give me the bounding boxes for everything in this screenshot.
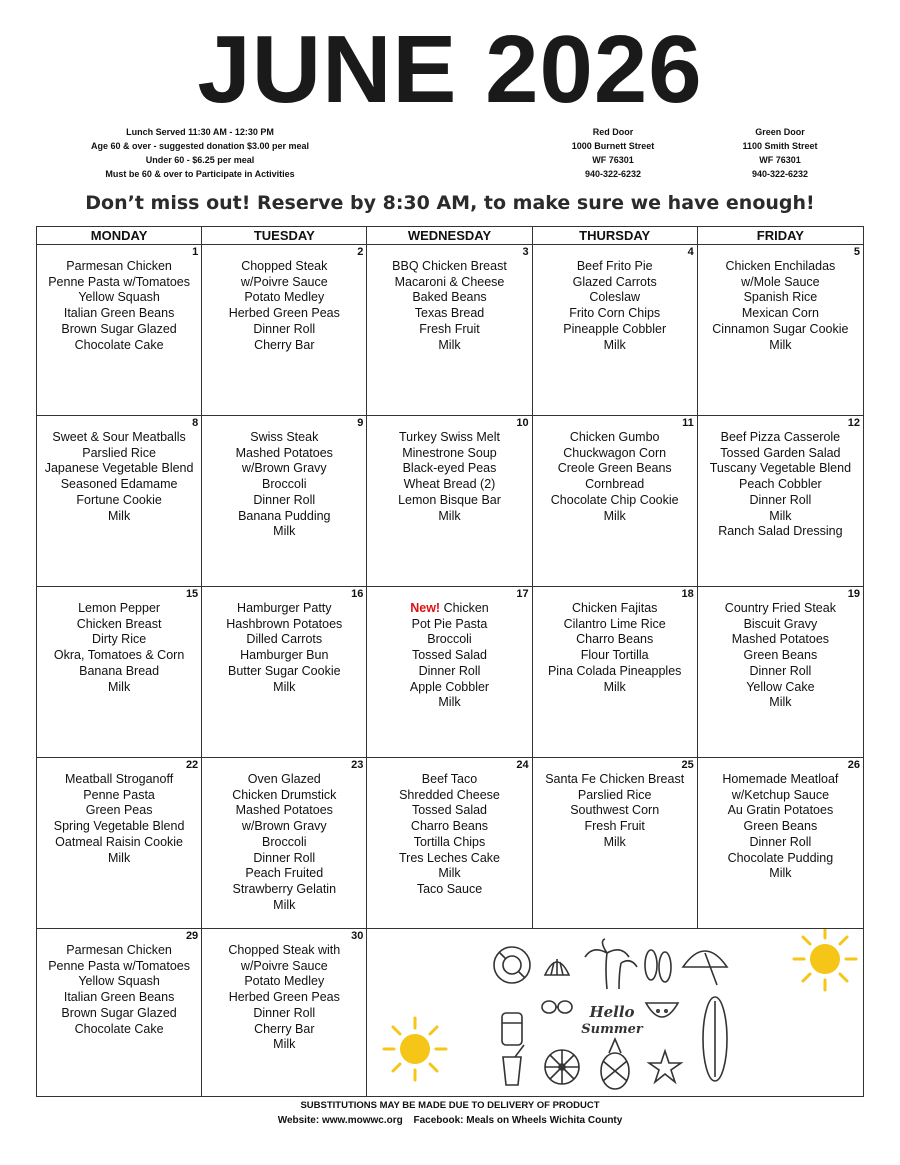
day-number: 11 (682, 417, 694, 429)
menu-item: w/Brown Gravy (241, 819, 327, 834)
contact-footer (0, 1115, 900, 1126)
hello-summer-lettering: Summer (581, 1022, 644, 1037)
red-door-street: 1000 Burnett Street (571, 141, 655, 151)
menu-item: Parmesan Chicken (66, 943, 172, 957)
menu-item: Chocolate Cake (74, 1021, 164, 1036)
menu-item: Fresh Fruit (419, 321, 480, 336)
menu-item: Broccoli (262, 834, 307, 849)
menu-items (367, 430, 531, 524)
menu-item: Shredded Cheese (399, 787, 500, 802)
menu-item: Chocolate Chip Cookie (550, 492, 679, 507)
menu-item: Milk (438, 337, 461, 352)
menu-item: Milk (107, 850, 131, 865)
menu-item: Mexican Corn (741, 306, 819, 321)
menu-item: Herbed Green Peas (228, 306, 340, 321)
menu-item: Penne Pasta (83, 787, 155, 802)
menu-item: Ranch Salad Dressing (718, 524, 843, 539)
day-number: 25 (681, 759, 694, 771)
menu-item: Yellow Cake (746, 679, 815, 694)
day-cell (202, 245, 367, 416)
menu-item: w/Poivre Sauce (240, 274, 328, 289)
menu-item: Milk (769, 695, 792, 710)
green-door-phone: 940-322-6232 (751, 169, 809, 179)
life-ring-icon (494, 947, 530, 983)
day-cell (367, 758, 532, 929)
menu-item: Green Beans (743, 648, 818, 663)
facebook-link[interactable]: Facebook: Meals on Wheels Wichita County (413, 1115, 623, 1126)
menu-item: Chicken Gumbo (569, 430, 660, 444)
menu-item: Milk (273, 524, 296, 539)
menu-item: Tossed Garden Salad (720, 445, 841, 460)
day-cell (698, 587, 863, 758)
day-number: 5 (853, 246, 860, 258)
menu-item: Broccoli (427, 632, 472, 647)
menu-item: Minestrone Soup (402, 445, 497, 460)
menu-item: Strawberry Gelatin (232, 881, 337, 896)
day-cell (698, 416, 863, 587)
menu-item: Milk (438, 866, 461, 881)
menu-item: Brown Sugar Glazed (61, 321, 177, 336)
menu-items (37, 943, 201, 1037)
menu-item: Tossed Salad (411, 803, 488, 818)
menu-items (37, 772, 201, 866)
day-cell (202, 758, 367, 929)
new-badge: New! (410, 601, 441, 615)
menu-item: Dinner Roll (253, 321, 316, 336)
sunglasses-icon (542, 1001, 572, 1013)
menu-item: Butter Sugar Cookie (228, 663, 341, 678)
day-number: 2 (357, 246, 364, 258)
menu-item: BBQ Chicken Breast (392, 259, 507, 273)
green-door-street: 1100 Smith Street (742, 141, 818, 151)
starfish-icon (649, 1051, 681, 1082)
menu-item: Dinner Roll (749, 834, 812, 849)
weekday-header: THURSDAY (533, 227, 698, 245)
menu-item: Homemade Meatloaf (722, 772, 839, 786)
reserve-tagline: Don’t miss out! Reserve by 8:30 AM, to make sure we have enough! (85, 192, 815, 214)
menu-item: Swiss Steak (250, 430, 319, 444)
menu-items (533, 772, 697, 851)
menu-items (533, 430, 697, 524)
weekday-header: TUESDAY (202, 227, 367, 245)
day-cell (367, 587, 532, 758)
website-link[interactable]: Website: www.mowwc.org (277, 1115, 403, 1126)
price-under-60: Under 60 - $6.25 per meal (145, 155, 255, 165)
day-cell (37, 587, 202, 758)
menu-item: Milk (273, 679, 296, 694)
weekday-header: FRIDAY (698, 227, 863, 245)
day-cell (367, 245, 532, 416)
menu-item: w/Mole Sauce (741, 274, 820, 289)
menu-item: Green Beans (743, 819, 818, 834)
menu-item: Cornbread (585, 477, 645, 492)
menu-item: Chocolate Cake (74, 337, 164, 352)
day-number: 9 (357, 417, 364, 429)
menu-item: Biscuit Gravy (743, 616, 818, 631)
menu-items (698, 601, 863, 711)
menu-item: Milk (603, 834, 626, 849)
menu-item: Dinner Roll (253, 1005, 316, 1020)
menu-item: Glazed Carrots (572, 274, 657, 289)
menu-item: Dinner Roll (749, 492, 812, 507)
menu-item: Wheat Bread (2) (403, 477, 496, 492)
day-cell (37, 245, 202, 416)
menu-item: Spanish Rice (743, 290, 818, 305)
day-cell (202, 587, 367, 758)
menu-item: Hashbrown Potatoes (226, 616, 343, 631)
menu-item: Oven Glazed (247, 772, 321, 786)
day-cell (533, 416, 698, 587)
menu-item: Chicken Breast (76, 616, 162, 631)
donation-60-over: Age 60 & over - suggested donation $3.00 per meal (90, 141, 310, 151)
menu-item: Peach Cobbler (739, 477, 822, 492)
summer-illustration (367, 929, 863, 1096)
menu-item: w/Ketchup Sauce (731, 787, 830, 802)
menu-item: Taco Sauce (416, 881, 483, 896)
lunch-info (70, 125, 330, 181)
menu-items (37, 601, 201, 695)
menu-item: Chocolate Pudding (727, 850, 834, 865)
menu-item: Hamburger Patty (237, 601, 332, 615)
menu-item: Dinner Roll (418, 663, 481, 678)
menu-item: Charro Beans (576, 632, 654, 647)
menu-item: Sweet & Sour Meatballs (52, 430, 186, 444)
menu-item: Flour Tortilla (580, 648, 649, 663)
menu-item: Brown Sugar Glazed (61, 1005, 177, 1020)
menu-item: Cherry Bar (254, 337, 315, 352)
red-door-phone: 940-322-6232 (584, 169, 642, 179)
menu-item: Parmesan Chicken (66, 259, 172, 273)
watermelon-icon (646, 1003, 678, 1017)
menu-item: Apple Cobbler (409, 679, 490, 694)
red-door-city: WF 76301 (592, 155, 634, 165)
menu-item: Beef Taco (421, 772, 478, 786)
menu-item: Potato Medley (244, 974, 325, 989)
menu-item: Milk (438, 695, 461, 710)
day-cell (698, 245, 863, 416)
day-number: 26 (847, 759, 860, 771)
menu-item: Creole Green Beans (557, 461, 672, 476)
menu-items (37, 430, 201, 524)
pineapple-icon (601, 1039, 629, 1089)
menu-item: Cherry Bar (254, 1021, 315, 1036)
menu-item: Dilled Carrots (246, 632, 323, 647)
red-door-name: Red Door (592, 127, 634, 137)
day-number: 4 (687, 246, 694, 258)
menu-item: Meatball Stroganoff (65, 772, 174, 786)
substitutions-note: SUBSTITUTIONS MAY BE MADE DUE TO DELIVERY OF PRODUCT (300, 1100, 600, 1111)
menu-item: Fortune Cookie (76, 492, 162, 507)
towel-icon (502, 1013, 522, 1045)
citrus-slice-icon (545, 1050, 579, 1084)
day-cell (37, 416, 202, 587)
hello-summer-lettering: Hello (589, 1003, 635, 1021)
menu-items (698, 430, 863, 540)
day-number: 3 (522, 246, 529, 258)
day-number: 30 (351, 930, 364, 942)
flip-flops-icon (645, 950, 671, 982)
day-cell (533, 587, 698, 758)
menu-item: Italian Green Beans (63, 990, 175, 1005)
menu-item: Penne Pasta w/Tomatoes (48, 274, 190, 289)
menu-items (533, 601, 697, 695)
menu-item: Tres Leches Cake (399, 850, 500, 865)
menu-item: Okra, Tomatoes & Corn (53, 648, 185, 663)
menu-items (533, 259, 697, 353)
day-cell (698, 758, 863, 929)
day-number: 1 (192, 246, 199, 258)
menu-item: Yellow Squash (78, 290, 160, 305)
menu-item: Milk (438, 508, 461, 523)
menu-item-text: Chicken (443, 601, 489, 615)
weekday-header: MONDAY (37, 227, 202, 245)
menu-item (367, 601, 531, 617)
day-cell (533, 245, 698, 416)
menu-item: Green Peas (85, 803, 153, 818)
summer-decoration (367, 929, 863, 1096)
menu-item: Japanese Vegetable Blend (44, 461, 194, 476)
menu-item: Beef Frito Pie (576, 259, 653, 273)
menu-item: Chicken Enchiladas (725, 259, 836, 273)
menu-items (698, 259, 863, 353)
menu-items (202, 430, 366, 540)
menu-items (37, 259, 201, 353)
menu-item: Spring Vegetable Blend (53, 819, 185, 834)
menu-item: Cilantro Lime Rice (563, 616, 666, 631)
menu-item: Lemon Pepper (78, 601, 161, 615)
day-cell (367, 416, 532, 587)
day-number: 8 (192, 417, 199, 429)
day-cell (37, 758, 202, 929)
menu-items (202, 772, 366, 913)
menu-items (698, 772, 863, 882)
day-number: 18 (681, 588, 694, 600)
menu-item: Frito Corn Chips (569, 306, 661, 321)
menu-item: Chopped Steak with (228, 943, 341, 957)
day-number: 10 (516, 417, 529, 429)
menu-item: Italian Green Beans (63, 306, 175, 321)
menu-items (367, 772, 531, 898)
day-number: 23 (351, 759, 364, 771)
menu-item: Broccoli (262, 477, 307, 492)
day-number: 24 (516, 759, 529, 771)
menu-item: Milk (769, 866, 792, 881)
day-number: 29 (185, 930, 199, 942)
menu-item: w/Brown Gravy (241, 461, 327, 476)
red-door-address (548, 125, 678, 181)
menu-item: Dirty Rice (92, 632, 147, 647)
menu-item: Seasoned Edamame (60, 477, 178, 492)
menu-item: Tossed Salad (411, 648, 488, 663)
menu-item: Lemon Bisque Bar (398, 492, 501, 507)
day-number: 16 (351, 588, 364, 600)
menu-item: Coleslaw (589, 290, 641, 305)
menu-item: Milk (107, 679, 131, 694)
menu-item: Milk (273, 1037, 296, 1052)
sun-icon (384, 1018, 446, 1080)
menu-item: Banana Bread (79, 663, 160, 678)
menu-item: Fresh Fruit (584, 819, 645, 834)
day-cell (202, 416, 367, 587)
menu-item: Hamburger Bun (240, 648, 329, 663)
menu-item: Au Gratin Potatoes (727, 803, 834, 818)
menu-item: Southwest Corn (570, 803, 660, 818)
menu-item: Milk (603, 508, 626, 523)
menu-items (367, 259, 531, 353)
page-title: JUNE 2026 (197, 16, 703, 123)
palm-trees-icon (585, 939, 637, 989)
menu-item: Dinner Roll (253, 492, 316, 507)
menu-item: Milk (603, 679, 626, 694)
day-number: 19 (847, 588, 860, 600)
menu-item: Mashed Potatoes (235, 445, 333, 460)
green-door-address (715, 125, 845, 181)
menu-item: Texas Bread (414, 306, 485, 321)
menu-item: Chicken Fajitas (571, 601, 658, 615)
surfboard-icon (703, 997, 727, 1081)
menu-calendar (36, 226, 864, 1097)
menu-item: Peach Fruited (245, 866, 324, 881)
menu-item: Tuscany Vegetable Blend (709, 461, 852, 476)
menu-item: Potato Medley (244, 290, 325, 305)
drink-cup-icon (503, 1045, 524, 1085)
menu-item: w/Poivre Sauce (240, 958, 328, 973)
day-number: 17 (516, 588, 529, 600)
menu-item: Macaroni & Cheese (394, 274, 505, 289)
seashell-icon (545, 959, 569, 975)
day-cell (37, 929, 202, 1096)
menu-item: Chuckwagon Corn (563, 445, 667, 460)
menu-item: Black-eyed Peas (402, 461, 497, 476)
menu-item: Oatmeal Raisin Cookie (55, 834, 184, 849)
menu-item: Tortilla Chips (413, 834, 486, 849)
menu-item: Milk (107, 508, 131, 523)
menu-item: Pot Pie Pasta (411, 616, 488, 631)
green-door-name: Green Door (755, 127, 805, 137)
day-number: 15 (185, 588, 199, 600)
menu-item: Yellow Squash (78, 974, 160, 989)
menu-item: Chicken Drumstick (232, 787, 337, 802)
menu-item: Mashed Potatoes (731, 632, 830, 647)
menu-item: Baked Beans (412, 290, 487, 305)
day-cell (533, 758, 698, 929)
menu-item: Banana Pudding (238, 508, 331, 523)
lunch-hours: Lunch Served 11:30 AM - 12:30 PM (126, 127, 274, 137)
menu-item: Charro Beans (410, 819, 489, 834)
menu-item: Cinnamon Sugar Cookie (712, 321, 849, 336)
menu-items (202, 259, 366, 353)
menu-items (202, 943, 366, 1053)
menu-item: Dinner Roll (749, 663, 812, 678)
day-number: 12 (847, 417, 860, 429)
menu-item: Dinner Roll (253, 850, 316, 865)
menu-item: Parslied Rice (577, 787, 652, 802)
menu-item: Milk (273, 897, 296, 912)
menu-item: Milk (769, 508, 792, 523)
sun-icon (794, 929, 856, 990)
menu-item: Pineapple Cobbler (563, 321, 667, 336)
day-cell (202, 929, 367, 1096)
menu-item: Penne Pasta w/Tomatoes (48, 958, 190, 973)
green-door-city: WF 76301 (759, 155, 801, 165)
participation-note: Must be 60 & over to Participate in Activities (105, 169, 295, 179)
umbrella-icon (683, 951, 727, 985)
menu-items (202, 601, 366, 695)
menu-items (367, 601, 531, 711)
day-number: 22 (185, 759, 199, 771)
menu-item: Pina Colada Pineapples (547, 663, 682, 678)
menu-item: Mashed Potatoes (235, 803, 333, 818)
menu-item: Parslied Rice (82, 445, 156, 460)
menu-item: Santa Fe Chicken Breast (545, 772, 685, 786)
menu-item: Herbed Green Peas (228, 990, 340, 1005)
menu-item: Chopped Steak (241, 259, 328, 273)
menu-item: Beef Pizza Casserole (720, 430, 841, 444)
menu-item: Country Fried Steak (724, 601, 836, 615)
weekday-header: WEDNESDAY (367, 227, 532, 245)
menu-item: Turkey Swiss Melt (399, 430, 500, 444)
menu-item: Milk (603, 337, 626, 352)
menu-item: Milk (769, 337, 792, 352)
